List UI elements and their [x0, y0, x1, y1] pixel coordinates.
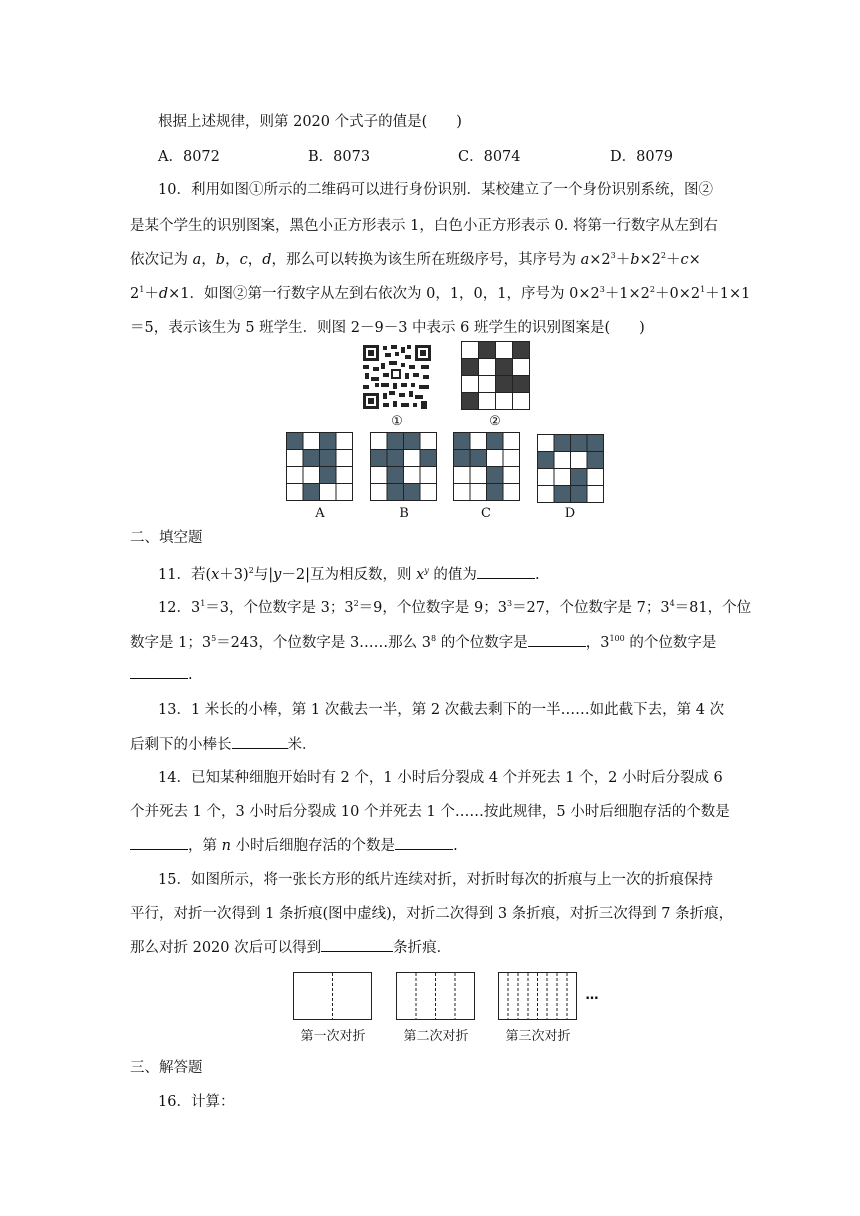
q10-line-5: ＝5，表示该生为 5 班学生．则图 2－9－3 中表示 6 班学生的识别图案是( ): [130, 320, 645, 336]
q9-prompt: 根据上述规律，则第 2020 个式子的值是( ): [158, 114, 462, 130]
q15-line-3: 那么对折 2020 次后可以得到 条折痕．: [130, 937, 730, 958]
choice-grid-a: [286, 432, 354, 502]
q9-option-c: C．8074: [458, 149, 521, 165]
q14-line-2: 个并死去 1 个，3 小时后分裂成 10 个并死去 1 个……按此规律，5 小时后细胞存活的个数是: [130, 804, 730, 820]
q12-line-1: 12．$3^1=3$，个位数字是 3；$3^2=9$，个位数字是 9；$3^3=27$，个位数字是 7；$3^4=81$，个位: [158, 599, 752, 616]
fold-diagram-2: [396, 972, 476, 1022]
section-2-heading: 二、填空题: [130, 530, 203, 546]
choice-label-a: A: [315, 506, 325, 521]
q13-answer-blank[interactable]: [232, 734, 288, 749]
q13-line-1: 13．1 米长的小棒，第 1 次截去一半，第 2 次截去剩下的一半……如此截下去，第 4 次: [158, 702, 725, 718]
q9-option-a: A．8072: [158, 149, 220, 165]
fold-diagram-1: [293, 972, 373, 1022]
q15-line-2: 平行，对折一次得到 1 条折痕(图中虚线)，对折二次得到 3 条折痕，对折三次得到 7 条折痕，: [130, 906, 734, 922]
q15-line-1: 15．如图所示，将一张长方形的纸片连续对折，对折时每次的折痕与上一次的折痕保持: [158, 872, 713, 888]
fig2-label: ②: [489, 414, 501, 429]
fold-diagram-3: [498, 972, 578, 1022]
figure-2-grid: [461, 341, 531, 411]
qr-code-figure: [361, 343, 433, 411]
q13-line-2: 后剩下的小棒长 米．: [130, 734, 730, 755]
choice-grid-d: [537, 434, 605, 504]
q10-line-2: 是某个学生的识别图案，黑色小正方形表示 1，白色小正方形表示 0. 将第一行数字从左到右: [130, 218, 718, 234]
q10-line-1: 10．利用如图①所示的二维码可以进行身份识别．某校建立了一个身份识别系统，图②: [158, 182, 713, 198]
fold-caption-2: 第二次对折: [403, 1029, 469, 1044]
choice-grid-b: [370, 432, 438, 502]
fig1-label: ①: [391, 414, 403, 429]
q9-option-d: D．8079: [610, 149, 674, 165]
fold-caption-1: 第一次对折: [300, 1029, 366, 1044]
choice-label-b: B: [399, 506, 409, 521]
choice-grid-c: [453, 432, 521, 502]
q14-answer-blank-1[interactable]: [130, 835, 188, 850]
fold-ellipsis: …: [585, 988, 599, 1003]
q14-line-3: ，第 n 小时后细胞存活的个数是 .: [130, 835, 730, 856]
q12-answer-blank-1[interactable]: [528, 632, 586, 647]
choice-label-c: C: [481, 506, 491, 521]
q12-line-2: 数字是 1；$3^5=243$，个位数字是 3……那么 $3^8$ 的个位数字是 ，$3^{100}$ 的个位数字是: [130, 634, 717, 651]
q14-answer-blank-2[interactable]: [395, 835, 453, 850]
q12-line-3: .: [130, 664, 730, 685]
q11-answer-blank[interactable]: [477, 564, 535, 579]
q16-line: 16．计算：: [158, 1094, 235, 1110]
choice-label-d: D: [564, 506, 576, 521]
q10-line-4: $2^1+d\times 1$．如图②第一行数字从左到右依次为 0，1，0，1，序号为 $0\times 2^3+1\times 2^2+0\times 2^1+1\times 1$: [130, 285, 751, 302]
q12-answer-blank-2[interactable]: [130, 664, 188, 679]
section-3-heading: 三、解答题: [130, 1060, 203, 1076]
q9-option-b: B．8073: [308, 149, 371, 165]
q10-line-3: 依次记为 a，b，c，d，那么可以转换为该生所在班级序号，其序号为 $a\times 2^3+b\times 2^2+c\times$: [130, 251, 701, 268]
fold-caption-3: 第三次对折: [505, 1029, 571, 1044]
q15-answer-blank[interactable]: [321, 937, 393, 952]
q11-line: 11．若$(x+3)^2$与|y－2|互为相反数，则 $x^y$ 的值为 .: [158, 566, 540, 583]
q14-line-1: 14．已知某种细胞开始时有 2 个，1 小时后分裂成 4 个并死去 1 个，2 小时后分裂成 6: [158, 770, 723, 786]
